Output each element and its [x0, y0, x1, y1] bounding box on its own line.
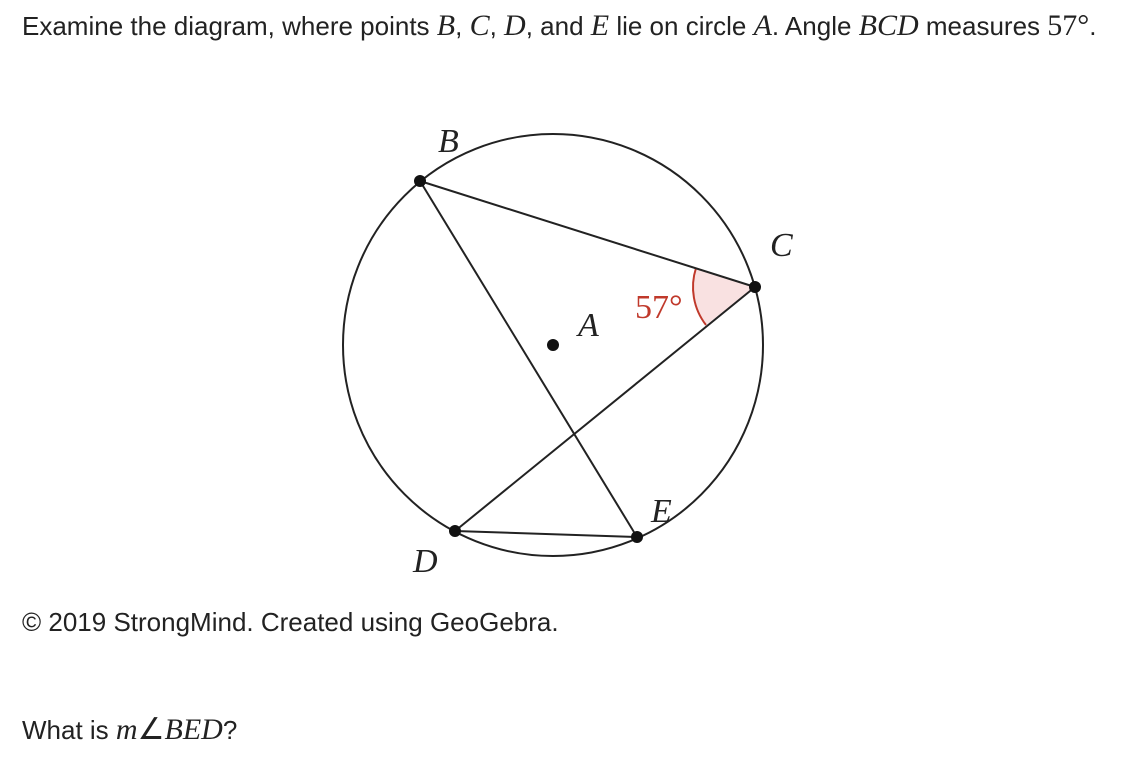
chord-de [455, 531, 637, 537]
point-b [414, 175, 426, 187]
point-a [547, 339, 559, 351]
angle-bcd-ref: BCD [858, 9, 919, 42]
point-b-ref: B [436, 9, 456, 42]
chord-bc [420, 181, 755, 287]
prompt-text: , [455, 11, 470, 41]
image-credit: © 2019 StrongMind. Created using GeoGebra. [22, 607, 559, 637]
point-c [749, 281, 761, 293]
prompt-text: , and [525, 11, 591, 41]
point-d-ref: D [504, 9, 526, 42]
chord-be [420, 181, 637, 537]
label-d: D [413, 543, 438, 580]
prompt-text: Examine the diagram, where points [22, 11, 437, 41]
label-e: E [651, 493, 672, 530]
prompt-text: lie on circle [609, 11, 754, 41]
angle-bed-ref: BED [164, 713, 223, 746]
prompt-text: measures [918, 11, 1048, 41]
point-c-ref: C [469, 9, 490, 42]
chord-cd [455, 287, 755, 531]
measure-symbol: m [115, 713, 138, 746]
angle-measure-ref: 57° [1047, 9, 1090, 42]
question-prefix: What is [22, 715, 116, 745]
label-b: B [438, 123, 459, 160]
angle-bcd-label: 57° [635, 289, 683, 326]
angle-symbol: ∠ [137, 713, 165, 746]
label-a: A [578, 307, 599, 344]
point-d [449, 525, 461, 537]
prompt-text: . Angle [771, 11, 859, 41]
label-c: C [770, 227, 793, 264]
point-e-ref: E [590, 9, 610, 42]
point-e [631, 531, 643, 543]
question-text [22, 708, 237, 752]
prompt-text: , [489, 11, 505, 41]
prompt-text: . [1089, 11, 1097, 41]
question-mark: ? [222, 715, 238, 745]
circle-a-ref: A [753, 9, 772, 42]
